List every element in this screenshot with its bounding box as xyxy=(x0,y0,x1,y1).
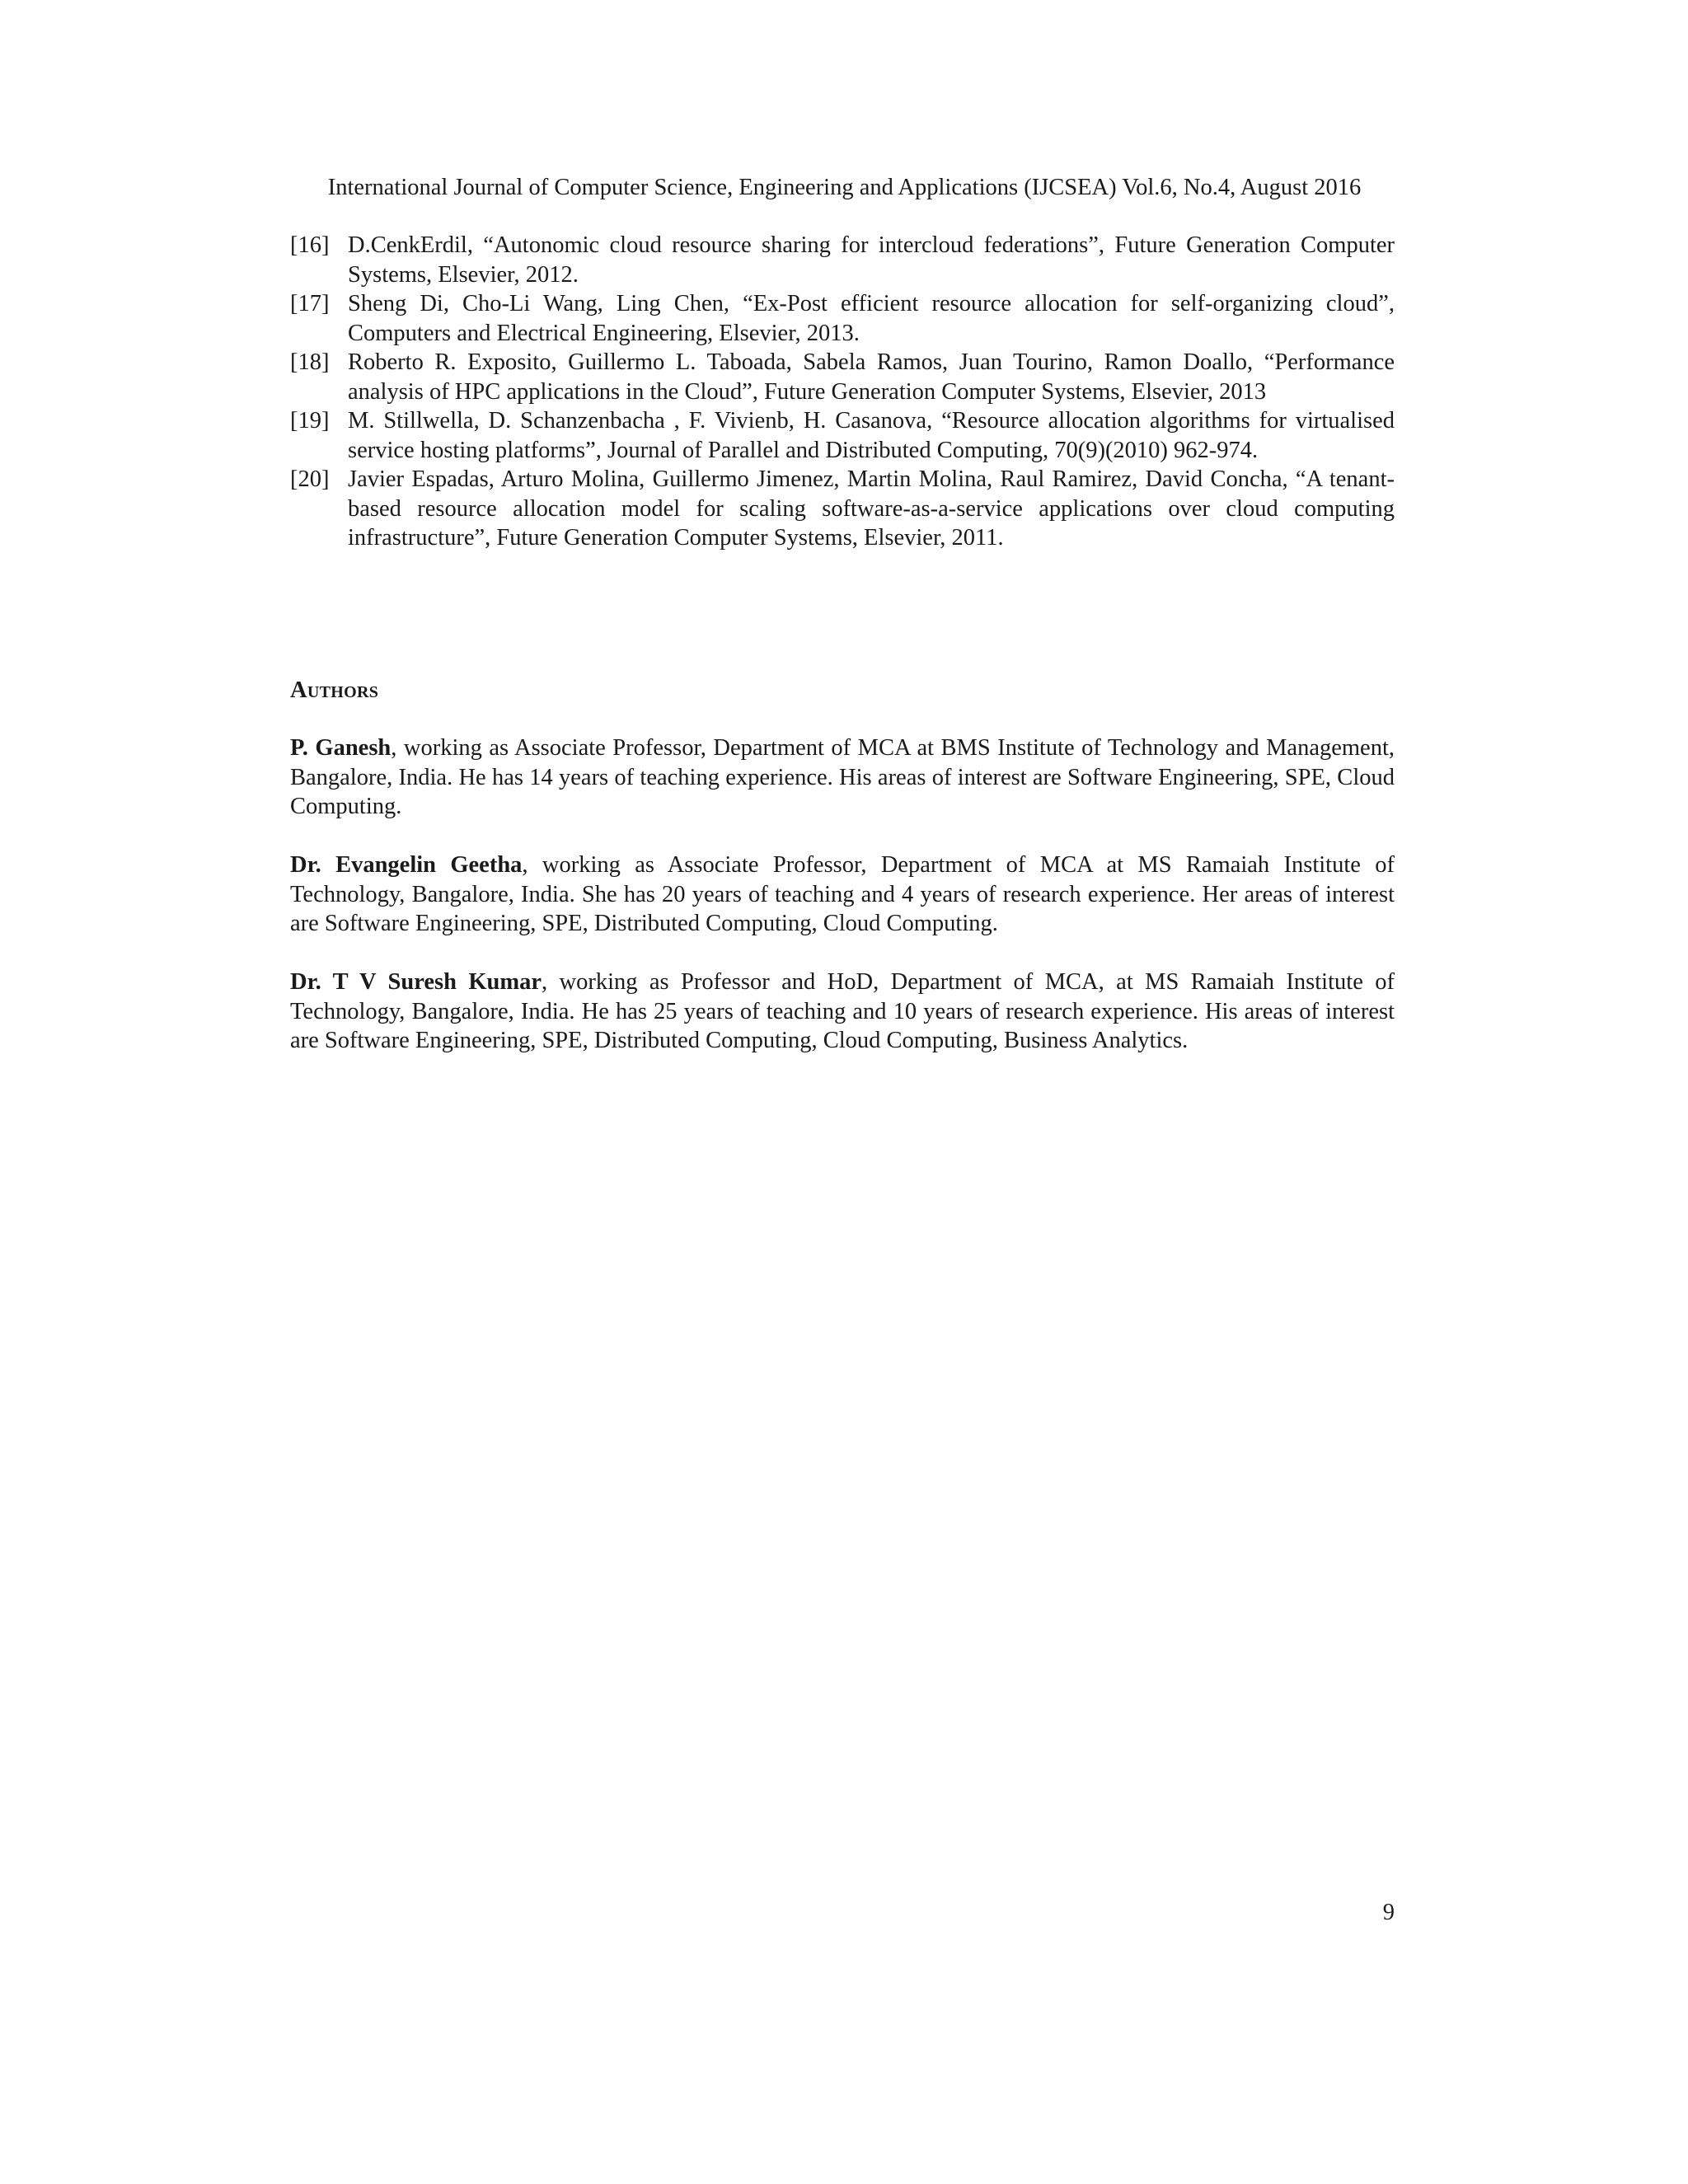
running-header: International Journal of Computer Science, Engineering and Applications (IJCSEA) Vol.6, No.4, August 2016 xyxy=(327,175,1362,200)
reference-text: Sheng Di, Cho-Li Wang, Ling Chen, “Ex-Post efficient resource allocation for self-organizing cloud”, Computers and Electrical Engineering, Elsevier, 2013. xyxy=(348,291,1395,346)
authors-heading: Authors xyxy=(290,677,379,703)
reference-number: [17] xyxy=(290,291,330,316)
author-name: Dr. T V Suresh Kumar xyxy=(290,969,542,995)
reference-text: Roberto R. Exposito, Guillermo L. Taboada, Sabela Ramos, Juan Tourino, Ramon Doallo, “Performance analysis of HPC applications in the Cloud”, Future Generation Computer Systems, Elsevier, 2013 xyxy=(348,349,1395,405)
reference-text: M. Stillwella, D. Schanzenbacha , F. Vivienb, H. Casanova, “Resource allocation algorithms for virtualised service hosting platforms”, Journal of Parallel and Distributed Computing, 70(9)(2010) 962-974. xyxy=(348,408,1395,463)
page-number: 9 xyxy=(1382,1900,1395,1925)
author-bio xyxy=(290,733,1395,822)
reference-item xyxy=(290,465,1395,553)
reference-number: [20] xyxy=(290,466,330,492)
author-bio-text: , working as Professor and HoD, Department of MCA, at MS Ramaiah Institute of Technology, Bangalore, India. He has 25 years of teaching and 10 years of research experience. His areas of interest are Software Engineering, SPE, Distributed Computing, Cloud Computing, Business Analytics. xyxy=(290,969,1395,1053)
reference-number: [16] xyxy=(290,232,330,258)
reference-item xyxy=(290,289,1395,348)
author-bio xyxy=(290,968,1395,1056)
reference-item xyxy=(290,348,1395,406)
author-name: P. Ganesh xyxy=(290,735,392,761)
author-bio-text: , working as Associate Professor, Department of MCA at BMS Institute of Technology and Management, Bangalore, India. He has 14 years of teaching experience. His areas of interest are Software Engineering, SPE, Cloud Computing. xyxy=(290,735,1395,819)
reference-number: [18] xyxy=(290,349,330,375)
reference-list xyxy=(290,231,1395,553)
authors-section xyxy=(290,733,1395,1085)
reference-number: [19] xyxy=(290,408,330,434)
reference-item xyxy=(290,406,1395,465)
reference-text: D.CenkErdil, “Autonomic cloud resource sharing for intercloud federations”, Future Generation Computer Systems, Elsevier, 2012. xyxy=(348,232,1395,288)
reference-item xyxy=(290,231,1395,289)
author-bio-text: , working as Associate Professor, Department of MCA at MS Ramaiah Institute of Technology, Bangalore, India. She has 20 years of teaching and 4 years of research experience. Her areas of interest are Software Engineering, SPE, Distributed Computing, Cloud Computing. xyxy=(290,852,1395,936)
author-name: Dr. Evangelin Geetha xyxy=(290,852,523,878)
author-bio xyxy=(290,851,1395,939)
reference-text: Javier Espadas, Arturo Molina, Guillermo Jimenez, Martin Molina, Raul Ramirez, David Concha, “A tenant-based resource allocation model for scaling software-as-a-service applications over cloud computing infrastructure”, Future Generation Computer Systems, Elsevier, 2011. xyxy=(348,466,1395,551)
